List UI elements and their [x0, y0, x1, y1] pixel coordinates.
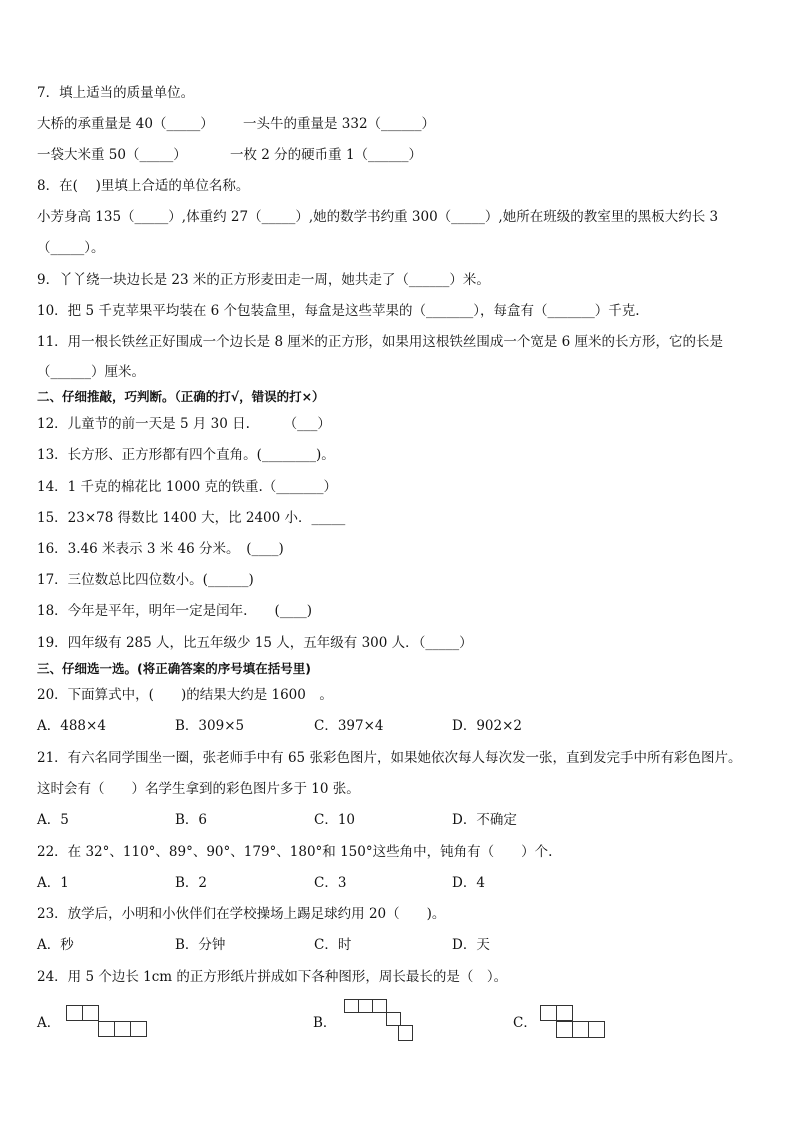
question-15: 15．23×78 得数比 1400 大，比 2400 小．_____: [37, 510, 346, 526]
question-21-line-2: 这时会有（ ）名学生拿到的彩色图片多于 10 张。: [37, 781, 360, 797]
question-24-option-b-figure: [344, 999, 414, 1043]
question-23-option-b: B．分钟: [175, 937, 226, 953]
question-24-option-b-label: B．: [313, 1015, 337, 1031]
question-14: 14．1 千克的棉花比 1000 克的铁重.（_______）: [37, 479, 338, 495]
question-7-item-d: 一枚 2 分的硬币重 1（______）: [230, 147, 423, 163]
question-20-option-c: C．397×4: [314, 718, 384, 734]
question-11-line-2: （______）厘米。: [37, 364, 145, 380]
question-22-option-d: D．4: [452, 875, 485, 891]
question-7-item-b: 一头牛的重量是 332（______）: [243, 116, 436, 132]
question-21-option-c: C．10: [314, 812, 356, 828]
question-23: 23．放学后，小明和小伙伴们在学校操场上踢足球约用 20（ )。: [37, 906, 446, 922]
question-23-option-d: D．天: [452, 937, 490, 953]
section-2-heading: 二、仔细推敲，巧判断。（正确的打√，错误的打×）: [37, 389, 325, 404]
question-7-item-c: 一袋大米重 50（_____）: [37, 147, 187, 163]
question-23-option-c: C．时: [314, 937, 352, 953]
question-24-option-c-figure: [540, 1005, 610, 1039]
question-23-option-a: A．秒: [37, 937, 74, 953]
question-21-option-b: B．6: [175, 812, 208, 828]
question-9: 9．丫丫绕一块边长是 23 米的正方形麦田走一周，她共走了（______）米。: [37, 272, 490, 288]
section-3-heading: 三、仔细选一选。(将正确答案的序号填在括号里): [37, 661, 311, 676]
question-20-option-d: D．902×2: [452, 718, 522, 734]
question-8-line-2: （_____）。: [37, 240, 105, 256]
question-22-option-a: A．1: [37, 875, 69, 891]
question-22-option-b: B．2: [175, 875, 208, 891]
unit-square: [99, 1022, 115, 1037]
question-18: 18．今年是平年，明年一定是闰年. (____): [37, 603, 313, 619]
question-21-line-1: 21．有六名同学围坐一圈，张老师手中有 65 张彩色图片，如果她依次每人每次发一张，直到发完手中所有彩色图片。: [37, 750, 742, 766]
question-17: 17．三位数总比四位数小。(______): [37, 572, 254, 588]
unit-square: [557, 1022, 573, 1038]
question-8-line-1: 小芳身高 135（_____）,体重约 27（_____）,她的数学书约重 300（_____）,她所在班级的教室里的黑板大约长 3: [37, 209, 719, 225]
unit-square: [557, 1006, 573, 1021]
unit-square: [541, 1006, 557, 1021]
question-16: 16．3.46 米表示 3 米 46 分米。 (____): [37, 541, 284, 557]
unit-square: [131, 1022, 147, 1037]
unit-square: [399, 1026, 413, 1041]
question-12: 12．儿童节的前一天是 5 月 30 日. （___）: [37, 416, 331, 432]
question-22-option-c: C．3: [314, 875, 347, 891]
unit-square: [345, 1000, 359, 1013]
unit-square: [359, 1000, 373, 1013]
unit-square: [573, 1022, 589, 1038]
question-20-option-a: A．488×4: [37, 718, 106, 734]
question-10: 10．把 5 千克苹果平均装在 6 个包装盒里，每盒是这些苹果的（_______），每盒有（_______）千克.: [37, 303, 640, 319]
question-24-option-a-figure: [66, 1005, 148, 1039]
unit-square: [373, 1000, 387, 1013]
question-8: 8．在( )里填上合适的单位名称。: [37, 178, 250, 194]
question-20: 20．下面算式中，( )的结果大约是 1600 。: [37, 687, 333, 703]
unit-square: [387, 1013, 401, 1026]
unit-square: [67, 1006, 83, 1021]
unit-square: [115, 1022, 131, 1037]
question-7: 7．填上适当的质量单位。: [37, 85, 195, 101]
question-21-option-a: A．5: [37, 812, 69, 828]
question-11-line-1: 11．用一根长铁丝正好围成一个边长是 8 厘米的正方形，如果用这根铁丝围成一个宽是 6 厘米的长方形，它的长是: [37, 334, 724, 350]
unit-square: [83, 1006, 99, 1021]
question-13: 13．长方形、正方形都有四个直角。(________)。: [37, 447, 335, 463]
question-22: 22．在 32°、110°、89°、90°、179°、180°和 150°这些角中，钝角有（ ）个.: [37, 844, 553, 860]
question-24: 24．用 5 个边长 1cm 的正方形纸片拼成如下各种图形，周长最长的是（ ）。: [37, 969, 508, 985]
question-21-option-d: D．不确定: [452, 812, 517, 828]
question-19: 19．四年级有 285 人，比五年级少 15 人，五年级有 300 人．（_____）: [37, 635, 473, 651]
question-20-option-b: B．309×5: [175, 718, 245, 734]
unit-square: [589, 1022, 605, 1038]
question-7-item-a: 大桥的承重量是 40（_____）: [37, 116, 214, 132]
question-24-option-c-label: C．: [513, 1015, 537, 1031]
question-24-option-a-label: A．: [37, 1015, 61, 1031]
